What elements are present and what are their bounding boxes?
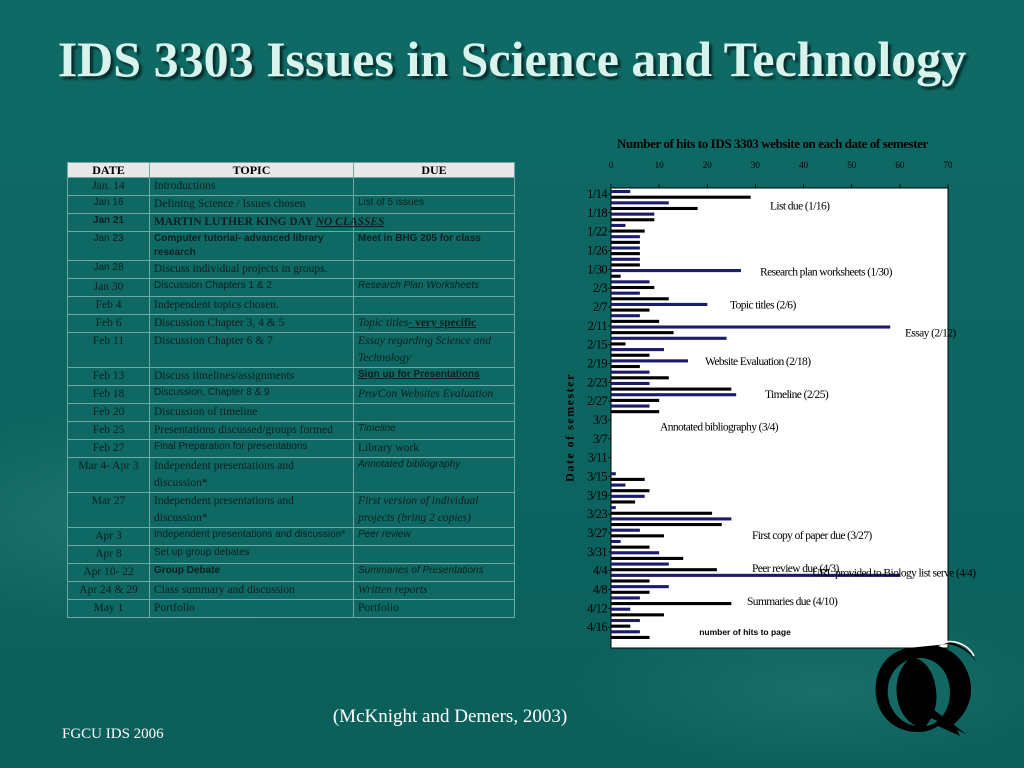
bar [611,337,727,340]
bar [611,619,640,622]
bar [611,297,669,300]
bar [611,230,645,233]
cell-topic: Final Preparation for presentations [150,440,354,458]
bar [611,472,616,475]
x-tick-label: 40 [799,160,809,170]
cell-topic: Independent presentations and discussion* [150,528,354,546]
bar [611,309,650,312]
bar [611,213,654,216]
bar [611,563,669,566]
cell-topic: Discussion, Chapter 8 & 9 [150,386,354,404]
y-tick-label: 4/16 [587,620,607,635]
cell-date: Jan 28 [68,261,150,279]
table-header-row [68,163,515,178]
cell-date: Feb 20 [68,404,150,422]
bar [611,630,640,633]
x-tick-label: 70 [943,160,953,170]
cell-date: Feb 11 [68,333,150,368]
y-tick-label: 3/3 [592,413,607,427]
bar [611,557,683,560]
cell-due: List of 5 issues [354,196,515,214]
bar [611,224,625,227]
cell-topic: Independent presentations and discussion* [150,493,354,528]
bar [611,280,650,283]
cell-topic: Defining Science / Issues chosen [150,196,354,214]
cell-date: Mar 4- Apr 3 [68,458,150,493]
y-tick-label: 2/15 [587,337,607,352]
bar [611,517,731,520]
bar [611,404,650,407]
bar [611,342,625,345]
topic-titles-text: Topic titles [358,317,409,329]
cell-due [354,315,515,333]
table-row [68,297,515,315]
x-tick-label: 0 [608,160,614,170]
y-tick-label: 1/22 [587,224,607,239]
cell-due: Sign up for Presentations [354,368,515,386]
header-due: DUE [354,163,515,178]
bar [611,489,650,492]
cell-due: Library work [354,440,515,458]
chart-annotation: Peer review due (4/3) [752,562,839,575]
bar [611,534,664,537]
cell-due: Timeline [354,422,515,440]
chart-annotation: Topic titles (2/6) [730,299,796,312]
bar [611,320,659,323]
bar [611,393,736,396]
cell-topic: Discussion Chapter 3, 4 & 5 [150,315,354,333]
bar [611,478,645,481]
cell-topic: Computer tutorial- advanced library research [150,232,354,261]
bar [611,506,616,509]
bar [611,359,688,362]
cell-topic: Introductions [150,178,354,196]
cell-date: Jan 21 [68,214,150,232]
bar [611,275,621,278]
bar [611,303,707,306]
bar [611,263,640,266]
bar [611,399,659,402]
cell-topic: Discuss individual projects in groups. [150,261,354,279]
schedule-table [67,162,515,618]
bar [611,551,659,554]
cell-due: Written reports [354,582,515,600]
bar [611,579,650,582]
chart-annotation: Annotated bibliography (3/4) [660,421,778,434]
y-tick-label: 2/23 [587,375,607,390]
bar [611,585,669,588]
cell-topic: Discussion Chapter 6 & 7 [150,333,354,368]
holiday-text: MARTIN LUTHER KING DAY [154,216,316,228]
y-tick-label: 3/15 [587,469,607,484]
cell-due: Meet in BHG 205 for class [354,232,515,261]
y-tick-label: 3/27 [587,526,607,540]
x-tick-label: 30 [750,160,760,170]
cell-topic [150,214,385,232]
chart-y-axis-title: Date of semester [562,373,577,482]
table-row [68,386,515,404]
bar [611,314,640,317]
header-date: DATE [68,163,150,178]
cell-date: Jan 30 [68,279,150,297]
bar [611,241,640,244]
bar [611,546,650,549]
bar [611,325,890,328]
cell-due [354,297,515,315]
no-classes-text: NO CLASSES [315,216,385,228]
cell-date: Mar 27 [68,493,150,528]
hits-chart [560,155,976,655]
cell-date: Feb 4 [68,297,150,315]
table-row [68,600,515,618]
bar [611,382,650,385]
y-tick-label: 1/30 [587,262,607,277]
bar [611,376,669,379]
bar [611,269,741,272]
chart-annotation: Summaries due (4/10) [747,595,838,608]
y-tick-label: 2/11 [587,318,607,333]
bar [611,500,635,503]
chart-title: Number of hits to IDS 3303 website on each date of semester [617,136,928,151]
citation: (McKnight and Demers, 2003) [332,706,568,727]
y-tick-label: 2/19 [587,356,607,371]
cell-due [354,178,515,196]
cell-due: Summaries of Presentations [354,564,515,582]
chart-annotation: Timeline (2/25) [765,388,829,401]
bar [611,331,674,334]
cell-due: Portfolio [354,600,515,618]
y-tick-label: 3/7 [592,431,607,446]
cell-date: May 1 [68,600,150,618]
bar [611,540,621,543]
bar [611,258,640,261]
y-axis-ticks [587,187,611,634]
header-topic: TOPIC [150,163,354,178]
bar [611,235,640,238]
bar [611,608,630,611]
chart-annotation: Essay (2/12) [905,327,956,340]
cell-topic: Portfolio [150,600,354,618]
y-tick-label: 4/4 [592,563,607,578]
y-tick-label: 3/19 [587,488,607,503]
cell-due [354,261,515,279]
bar [611,410,659,413]
cell-date: Feb 13 [68,368,150,386]
bar [611,512,712,515]
chart-annotation: Research plan worksheets (1/30) [760,266,892,279]
y-tick-label: 3/23 [587,507,607,522]
cell-date: Apr 24 & 29 [68,582,150,600]
table-row [68,404,515,422]
table-row [68,564,515,582]
cell-due [354,546,515,564]
bar [611,196,751,199]
table-row [68,528,515,546]
table-row [68,458,515,493]
y-tick-label: 2/7 [592,300,607,314]
cell-topic: Discuss timelines/assignments [150,368,354,386]
bar [611,246,640,249]
cell-due: Essay regarding Science and Technology [354,333,515,368]
bar [611,286,654,289]
chart-annotation: Website Evaluation (2/18) [705,355,811,368]
y-tick-label: 1/18 [587,205,607,220]
x-tick-label: 10 [654,160,664,170]
table-row [68,279,515,297]
table-row [68,368,515,386]
bar [611,252,640,255]
bar [611,523,722,526]
chart-annotation: URL provided to Biology list serve (4/4) [812,567,976,580]
cell-date: Feb 6 [68,315,150,333]
cell-due: First version of individual projects (bring 2 copies) [354,493,515,528]
bar [611,207,698,210]
q-logo-icon [868,640,978,740]
x-tick-label: 50 [847,160,857,170]
bar [611,591,650,594]
bar [611,613,664,616]
bar [611,495,645,498]
chart-annotation: First copy of paper due (3/27) [752,530,872,542]
bar [611,602,731,605]
y-tick-label: 2/27 [587,394,607,409]
table-row [68,261,515,279]
table-row [68,214,515,232]
bar [611,596,640,599]
cell-topic: Group Debate [150,564,354,582]
x-tick-label: 20 [702,160,712,170]
table-row [68,196,515,214]
bar [611,483,625,486]
cell-date: Feb 25 [68,422,150,440]
table-row [68,582,515,600]
bar [611,371,650,374]
bar [611,625,630,628]
y-tick-label: 1/26 [587,243,607,258]
bar [611,636,650,639]
table-row [68,232,515,261]
y-tick-label: 3/11 [587,450,607,465]
cell-topic: Class summary and discussion [150,582,354,600]
table-row [68,333,515,368]
cell-date: Jan. 14 [68,178,150,196]
table-row [68,178,515,196]
chart-x-axis-title: number of hits to page [699,627,791,637]
x-tick-label: 60 [895,160,905,170]
cell-due: Annotated bibliography [354,458,515,493]
bar [611,568,717,571]
cell-topic: Independent presentations and discussion* [150,458,354,493]
cell-due: Research Plan Worksheets [354,279,515,297]
bar [611,218,654,221]
y-tick-label: 2/3 [592,281,607,296]
y-tick-label: 4/8 [592,582,607,597]
table-row [68,422,515,440]
slide-title: IDS 3303 Issues in Science and Technology [57,31,967,87]
cell-topic: Presentations discussed/groups formed [150,422,354,440]
y-tick-label: 3/31 [587,544,607,559]
bar [611,529,640,532]
bar [611,292,640,295]
footer-text: FGCU IDS 2006 [62,726,164,742]
cell-date: Feb 18 [68,386,150,404]
cell-topic: Discussion Chapters 1 & 2 [150,279,354,297]
chart-annotation: List due (1/16) [770,200,830,213]
cell-topic: Set up group debates [150,546,354,564]
y-tick-label: 4/12 [587,601,607,616]
table-row [68,546,515,564]
table-row [68,493,515,528]
cell-due: Pro/Con Websites Evaluation [354,386,515,404]
table-row [68,315,515,333]
very-specific-text: - very specific [408,317,477,329]
cell-date: Apr 8 [68,546,150,564]
bar [611,365,640,368]
cell-due [354,404,515,422]
cell-date: Apr 10- 22 [68,564,150,582]
cell-due: Peer review [354,528,515,546]
cell-topic: Independent topics chosen. [150,297,354,315]
table-row [68,440,515,458]
cell-date: Apr 3 [68,528,150,546]
bar [611,388,731,391]
cell-date: Feb 27 [68,440,150,458]
x-axis-ticks [609,160,953,188]
cell-date: Jan 23 [68,232,150,261]
y-tick-label: 1/14 [587,187,607,201]
bar [611,348,664,351]
cell-topic: Discussion of timeline [150,404,354,422]
bar [611,190,630,193]
bar [611,354,650,357]
bar [611,201,669,204]
cell-date: Jan 16 [68,196,150,214]
